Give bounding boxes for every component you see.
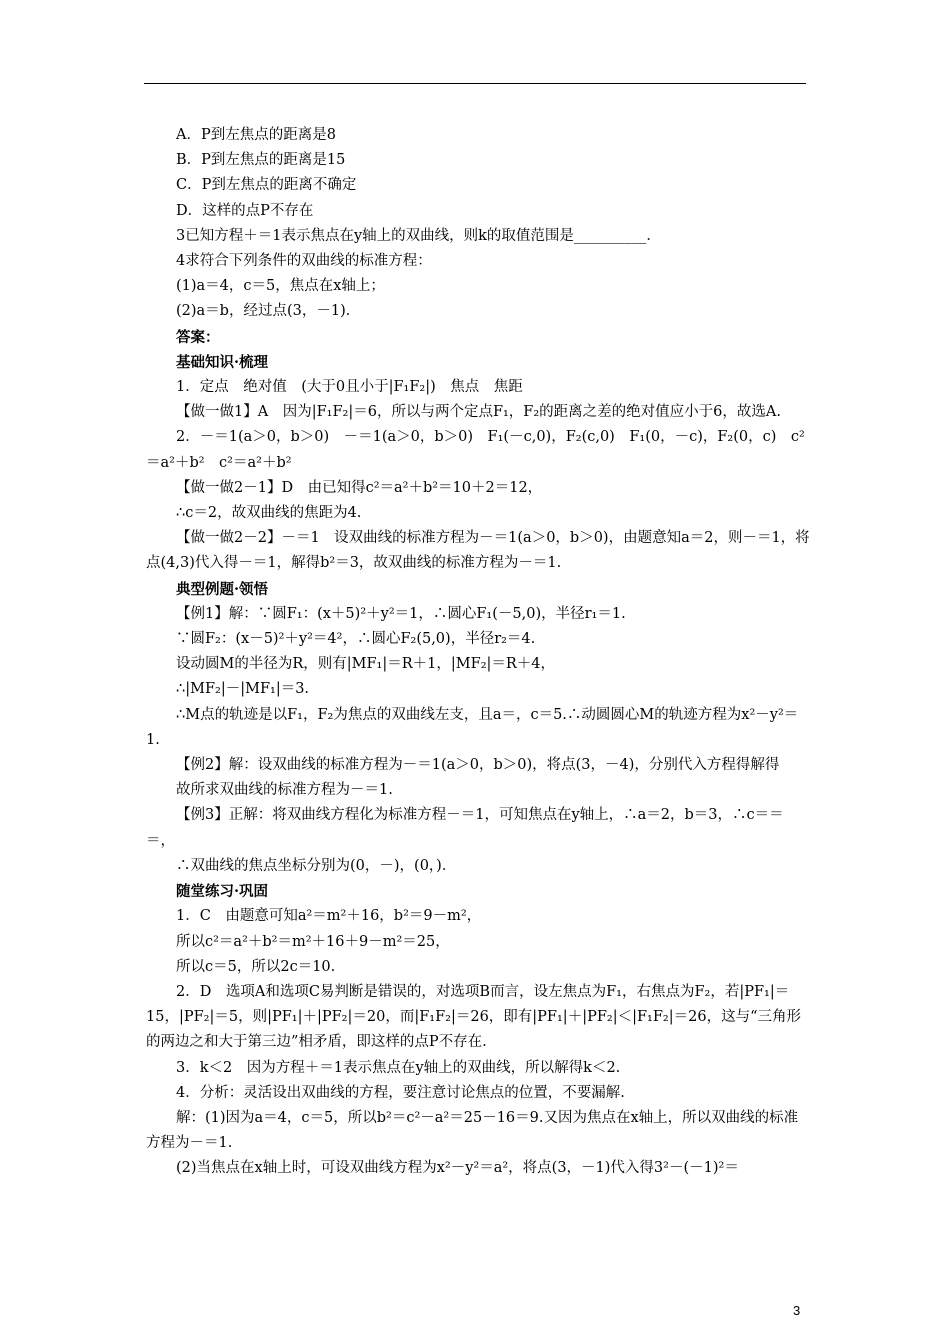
text-line: ∵圆F₂：(x－5)²＋y²＝4²，∴圆心F₂(5,0)，半径r₂＝4. (176, 631, 536, 648)
text-line: 2．D 选项A和选项C易判断是错误的，对选项B而言，设左焦点为F₁，右焦点为F₂，若|PF₁|＝15，|PF₂|＝5，则|PF₁|＋|PF₂|＝20，而|F₁F₂|＝26，即有|PF₁|＋|PF₂|＜|F₁F₂|＝26，这与“三角形的两边之和大于第三边”相矛盾，即这样的点P不存在. (146, 983, 801, 1051)
text-line: ∴c＝2，故双曲线的焦距为4. (176, 505, 362, 522)
text-line: 【做一做2－1】D 由已知得c²＝a²＋b²＝10＋2＝12， (176, 479, 543, 496)
text-line: ∴M点的轨迹是以F₁，F₂为焦点的双曲线左支，且a＝，c＝5.∴动圆圆心M的轨迹方程为x²－y²＝1. (146, 706, 799, 748)
text-line: 故所求双曲线的标准方程为－＝1. (176, 782, 393, 799)
text-line: 1．C 由题意可知a²＝m²＋16，b²＝9－m²， (176, 908, 482, 925)
text-line: 3已知方程＋＝1表示焦点在y轴上的双曲线，则k的取值范围是__________． (176, 227, 661, 244)
text-line: 【例2】解：设双曲线的标准方程为－＝1(a＞0，b＞0)，将点(3，－4)，分别代入方程得解得 (176, 757, 780, 774)
text-line: 【例3】正解：将双曲线方程化为标准方程－＝1，可知焦点在y轴上，∴a＝2，b＝3，∴c＝＝＝， (146, 807, 784, 849)
text-line: (2)a＝b，经过点(3，－1)． (176, 303, 361, 320)
text-line: 4求符合下列条件的双曲线的标准方程： (176, 253, 432, 270)
text-line: 【例1】解：∵圆F₁：(x＋5)²＋y²＝1，∴圆心F₁(－5,0)，半径r₁＝1. (176, 605, 626, 622)
section-heading: 随堂练习·巩固 (176, 883, 269, 901)
header-rule (144, 83, 806, 84)
text-line: ∴双曲线的焦点坐标分别为(0，－)，(0，)． (176, 857, 457, 874)
text-line: 所以c＝5，所以2c＝10. (176, 958, 336, 975)
text-line: 3．k＜2 因为方程＋＝1表示焦点在y轴上的双曲线，所以解得k＜2. (176, 1059, 621, 1076)
page-number: 3 (793, 1303, 801, 1318)
text-line: ∴|MF₂|－|MF₁|＝3. (176, 681, 310, 698)
text-line: (1)a＝4，c＝5，焦点在x轴上； (176, 278, 385, 295)
text-line: 2．－＝1(a＞0，b＞0) －＝1(a＞0，b＞0) F₁(－c,0)，F₂(c,0) F₁(0，－c)，F₂(0，c) c²＝a²＋b² c²＝a²＋b² (146, 429, 805, 471)
text-line: D．这样的点P不存在 (176, 202, 314, 219)
text-line: (2)当焦点在x轴上时，可设双曲线方程为x²－y²＝a²，将点(3，－1)代入得3²－(－1)²＝ (176, 1160, 739, 1177)
text-line: 解：(1)因为a＝4，c＝5，所以b²＝c²－a²＝25－16＝9.又因为焦点在x轴上，所以双曲线的标准方程为－＝1. (146, 1109, 799, 1152)
section-heading: 答案： (176, 328, 220, 346)
section-heading: 基础知识·梳理 (176, 353, 269, 371)
text-line: 【做一做2－2】－＝1 设双曲线的标准方程为－＝1(a＞0，b＞0)，由题意知a＝2，则－＝1，将点(4,3)代入得－＝1，解得b²＝3，故双曲线的标准方程为－＝1. (146, 530, 810, 572)
text-line: 【做一做1】A 因为|F₁F₂|＝6，所以与两个定点F₁，F₂的距离之差的绝对值应小于6，故选A. (176, 404, 781, 421)
document-body (146, 123, 810, 1182)
text-line: 4．分析：灵活设出双曲线的方程，要注意讨论焦点的位置，不要漏解. (176, 1084, 625, 1101)
text-line: 1．定点 绝对值 (大于0且小于|F₁F₂|) 焦点 焦距 (176, 379, 523, 396)
text-line: B．P到左焦点的距离是15 (176, 152, 346, 169)
text-line: 所以c²＝a²＋b²＝m²＋16＋9－m²＝25， (176, 933, 450, 950)
text-line: C．P到左焦点的距离不确定 (176, 177, 357, 194)
text-line: 设动圆M的半径为R，则有|MF₁|＝R＋1，|MF₂|＝R＋4， (176, 656, 556, 673)
text-line: A．P到左焦点的距离是8 (176, 127, 336, 143)
section-heading: 典型例题·领悟 (176, 580, 269, 598)
